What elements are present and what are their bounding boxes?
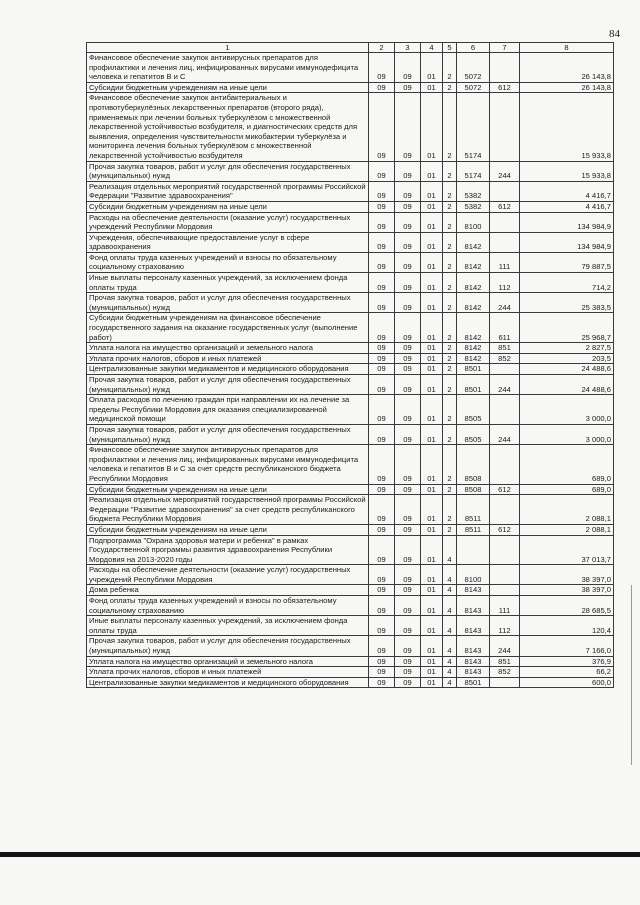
amount-cell: 38 397,0 [520, 565, 614, 585]
expense-type-cell: 244 [490, 636, 520, 656]
section-code-cell: 09 [369, 585, 395, 596]
page-number: 84 [609, 28, 620, 40]
expense-type-cell: 112 [490, 616, 520, 636]
program-code-cell: 01 [421, 181, 443, 201]
subprogram-code-cell: 2 [443, 212, 457, 232]
expense-name-cell: Фонд оплаты труда казенных учреждений и взносы по обязательному социальному страхованию [87, 252, 369, 272]
amount-cell: 689,0 [520, 484, 614, 495]
subprogram-code-cell: 2 [443, 364, 457, 375]
amount-cell: 3 000,0 [520, 395, 614, 425]
expense-name-cell: Прочая закупка товаров, работ и услуг для обеспечения государственных (муниципальных) нужд [87, 293, 369, 313]
expense-name-cell: Централизованные закупки медикаментов и медицинского оборудования [87, 677, 369, 688]
subprogram-code-cell: 4 [443, 656, 457, 667]
subsection-code-cell: 09 [395, 353, 421, 364]
section-code-cell: 09 [369, 524, 395, 535]
table-row [87, 667, 614, 678]
table-body [87, 53, 614, 688]
section-code-cell: 09 [369, 565, 395, 585]
expense-name-cell: Уплата налога на имущество организаций и земельного налога [87, 656, 369, 667]
column-number-row [87, 43, 614, 53]
expense-name-cell: Расходы на обеспечение деятельности (оказание услуг) государственных учреждений Республики Мордовия [87, 565, 369, 585]
subsection-code-cell: 09 [395, 232, 421, 252]
subsection-code-cell: 09 [395, 181, 421, 201]
expense-type-cell [490, 395, 520, 425]
program-code-cell: 01 [421, 636, 443, 656]
subsection-code-cell: 09 [395, 161, 421, 181]
expense-type-cell: 852 [490, 667, 520, 678]
subprogram-code-cell: 2 [443, 375, 457, 395]
table-row [87, 395, 614, 425]
expense-name-cell: Иные выплаты персоналу казенных учреждений, за исключением фонда оплаты труда [87, 616, 369, 636]
program-code-cell: 01 [421, 616, 443, 636]
section-code-cell: 09 [369, 252, 395, 272]
subsection-code-cell: 09 [395, 293, 421, 313]
section-code-cell: 09 [369, 656, 395, 667]
subprogram-code-cell: 2 [443, 273, 457, 293]
subsection-code-cell: 09 [395, 53, 421, 83]
expense-name-cell: Оплата расходов по лечению граждан при направлении их на лечение за пределы Республики Мордовия для оказания специализированной медицинской помощи [87, 395, 369, 425]
section-code-cell: 09 [369, 353, 395, 364]
expense-name-cell: Иные выплаты персоналу казенных учреждений, за исключением фонда оплаты труда [87, 273, 369, 293]
table-row [87, 201, 614, 212]
subsection-code-cell: 09 [395, 364, 421, 375]
subsection-code-cell: 09 [395, 636, 421, 656]
expense-type-cell [490, 212, 520, 232]
subprogram-code-cell: 2 [443, 495, 457, 525]
table-row [87, 677, 614, 688]
subprogram-code-cell: 2 [443, 484, 457, 495]
subprogram-code-cell: 2 [443, 343, 457, 354]
program-code-cell: 01 [421, 364, 443, 375]
program-code-cell: 01 [421, 343, 443, 354]
expense-name-cell: Финансовое обеспечение закупок антибактериальных и противотуберкулёзных лекарственных препаратов (второго ряда), применяемых при лечении больных туберкулёзом с множественной лекарственной устойчивостью возбудителя, и диагностических средств для выявления, определения чувствительности микобактерии туберкулёза и мониторинга лечения больных туберкулёзом с множественной лекарственной устойчивостью возбудителя [87, 93, 369, 161]
subsection-code-cell: 09 [395, 212, 421, 232]
subprogram-code-cell: 2 [443, 161, 457, 181]
column-header: 2 [369, 43, 395, 53]
table-row [87, 313, 614, 343]
amount-cell: 203,5 [520, 353, 614, 364]
subprogram-code-cell: 2 [443, 293, 457, 313]
section-code-cell: 09 [369, 364, 395, 375]
expense-type-cell [490, 495, 520, 525]
budget-table [86, 42, 614, 688]
expense-name-cell: Финансовое обеспечение закупок антивирусных препаратов для профилактики и лечения лиц, инфицированных вирусами иммунодефицита человека и гепатитов В и С за счет средств республиканского бюджета Республики Мордовия [87, 445, 369, 484]
expense-name-cell: Централизованные закупки медикаментов и медицинского оборудования [87, 364, 369, 375]
subsection-code-cell: 09 [395, 375, 421, 395]
amount-cell: 28 685,5 [520, 596, 614, 616]
section-code-cell: 09 [369, 201, 395, 212]
section-code-cell: 09 [369, 667, 395, 678]
table-row [87, 535, 614, 565]
item-code-cell: 8501 [457, 375, 490, 395]
section-code-cell: 09 [369, 484, 395, 495]
table-row [87, 565, 614, 585]
subsection-code-cell: 09 [395, 484, 421, 495]
subprogram-code-cell: 2 [443, 424, 457, 444]
subsection-code-cell: 09 [395, 82, 421, 93]
table-row [87, 93, 614, 161]
subprogram-code-cell: 4 [443, 585, 457, 596]
subsection-code-cell: 09 [395, 656, 421, 667]
program-code-cell: 01 [421, 424, 443, 444]
section-code-cell: 09 [369, 535, 395, 565]
program-code-cell: 01 [421, 677, 443, 688]
expense-type-cell [490, 535, 520, 565]
program-code-cell: 01 [421, 524, 443, 535]
column-header: 4 [421, 43, 443, 53]
subsection-code-cell: 09 [395, 565, 421, 585]
expense-name-cell: Прочая закупка товаров, работ и услуг для обеспечения государственных (муниципальных) нужд [87, 161, 369, 181]
subprogram-code-cell: 2 [443, 93, 457, 161]
expense-type-cell [490, 445, 520, 484]
program-code-cell: 01 [421, 201, 443, 212]
amount-cell: 714,2 [520, 273, 614, 293]
expense-name-cell: Субсидии бюджетным учреждениям на финансовое обеспечение государственного задания на оказание государственных услуг (выполнение работ) [87, 313, 369, 343]
section-code-cell: 09 [369, 293, 395, 313]
table-row [87, 424, 614, 444]
expense-name-cell: Расходы на обеспечение деятельности (оказание услуг) государственных учреждений Республики Мордовия [87, 212, 369, 232]
amount-cell: 2 088,1 [520, 524, 614, 535]
expense-type-cell: 852 [490, 353, 520, 364]
section-code-cell: 09 [369, 53, 395, 83]
table-row [87, 596, 614, 616]
item-code-cell: 8143 [457, 667, 490, 678]
table-row [87, 252, 614, 272]
amount-cell: 134 984,9 [520, 212, 614, 232]
table-row [87, 484, 614, 495]
item-code-cell: 8142 [457, 353, 490, 364]
program-code-cell: 01 [421, 93, 443, 161]
table-row [87, 82, 614, 93]
amount-cell: 15 933,8 [520, 93, 614, 161]
expense-type-cell [490, 364, 520, 375]
item-code-cell: 8100 [457, 212, 490, 232]
section-code-cell: 09 [369, 181, 395, 201]
section-code-cell: 09 [369, 395, 395, 425]
amount-cell: 66,2 [520, 667, 614, 678]
subprogram-code-cell: 4 [443, 616, 457, 636]
item-code-cell: 5382 [457, 181, 490, 201]
item-code-cell: 8142 [457, 252, 490, 272]
program-code-cell: 01 [421, 273, 443, 293]
expense-type-cell [490, 53, 520, 83]
table-row [87, 181, 614, 201]
item-code-cell: 8511 [457, 495, 490, 525]
table-row [87, 495, 614, 525]
column-header: 7 [490, 43, 520, 53]
subsection-code-cell: 09 [395, 201, 421, 212]
item-code-cell: 5072 [457, 53, 490, 83]
expense-type-cell: 851 [490, 656, 520, 667]
subprogram-code-cell: 2 [443, 353, 457, 364]
expense-type-cell [490, 232, 520, 252]
subsection-code-cell: 09 [395, 313, 421, 343]
expense-name-cell: Уплата налога на имущество организаций и земельного налога [87, 343, 369, 354]
section-code-cell: 09 [369, 343, 395, 354]
section-code-cell: 09 [369, 212, 395, 232]
amount-cell: 600,0 [520, 677, 614, 688]
item-code-cell: 8501 [457, 364, 490, 375]
scan-margin-mark [631, 585, 632, 765]
subprogram-code-cell: 2 [443, 395, 457, 425]
subsection-code-cell: 09 [395, 535, 421, 565]
amount-cell: 4 416,7 [520, 201, 614, 212]
program-code-cell: 01 [421, 252, 443, 272]
subprogram-code-cell: 4 [443, 667, 457, 678]
program-code-cell: 01 [421, 565, 443, 585]
page-bottom-rule [0, 852, 640, 857]
expense-type-cell: 244 [490, 293, 520, 313]
amount-cell: 4 416,7 [520, 181, 614, 201]
table-row [87, 524, 614, 535]
item-code-cell: 5174 [457, 93, 490, 161]
table-row [87, 445, 614, 484]
subsection-code-cell: 09 [395, 667, 421, 678]
table-row [87, 636, 614, 656]
section-code-cell: 09 [369, 93, 395, 161]
subsection-code-cell: 09 [395, 677, 421, 688]
amount-cell: 24 488,6 [520, 375, 614, 395]
item-code-cell: 8142 [457, 313, 490, 343]
section-code-cell: 09 [369, 445, 395, 484]
section-code-cell: 09 [369, 596, 395, 616]
table-row [87, 364, 614, 375]
expense-name-cell: Уплата прочих налогов, сборов и иных платежей [87, 353, 369, 364]
amount-cell: 26 143,8 [520, 82, 614, 93]
table-row [87, 353, 614, 364]
item-code-cell: 8142 [457, 232, 490, 252]
program-code-cell: 01 [421, 495, 443, 525]
subsection-code-cell: 09 [395, 93, 421, 161]
subprogram-code-cell: 4 [443, 596, 457, 616]
table-row [87, 161, 614, 181]
amount-cell: 120,4 [520, 616, 614, 636]
subprogram-code-cell: 2 [443, 201, 457, 212]
subsection-code-cell: 09 [395, 445, 421, 484]
program-code-cell: 01 [421, 212, 443, 232]
item-code-cell: 8143 [457, 596, 490, 616]
item-code-cell: 8143 [457, 636, 490, 656]
program-code-cell: 01 [421, 161, 443, 181]
item-code-cell: 8508 [457, 445, 490, 484]
program-code-cell: 01 [421, 596, 443, 616]
table-row [87, 375, 614, 395]
amount-cell: 37 013,7 [520, 535, 614, 565]
subprogram-code-cell: 2 [443, 181, 457, 201]
section-code-cell: 09 [369, 273, 395, 293]
expense-type-cell: 612 [490, 82, 520, 93]
program-code-cell: 01 [421, 293, 443, 313]
subprogram-code-cell: 2 [443, 313, 457, 343]
subprogram-code-cell: 2 [443, 232, 457, 252]
subprogram-code-cell: 4 [443, 535, 457, 565]
amount-cell: 3 000,0 [520, 424, 614, 444]
section-code-cell: 09 [369, 313, 395, 343]
expense-type-cell: 612 [490, 524, 520, 535]
item-code-cell: 8505 [457, 395, 490, 425]
table-row [87, 343, 614, 354]
item-code-cell [457, 535, 490, 565]
subsection-code-cell: 09 [395, 424, 421, 444]
subsection-code-cell: 09 [395, 395, 421, 425]
item-code-cell: 8142 [457, 343, 490, 354]
program-code-cell: 01 [421, 232, 443, 252]
expense-type-cell [490, 565, 520, 585]
subsection-code-cell: 09 [395, 343, 421, 354]
subprogram-code-cell: 4 [443, 677, 457, 688]
item-code-cell: 8501 [457, 677, 490, 688]
subprogram-code-cell: 2 [443, 252, 457, 272]
program-code-cell: 01 [421, 82, 443, 93]
item-code-cell: 5174 [457, 161, 490, 181]
expense-name-cell: Субсидии бюджетным учреждениям на иные цели [87, 524, 369, 535]
subsection-code-cell: 09 [395, 273, 421, 293]
item-code-cell: 5382 [457, 201, 490, 212]
subsection-code-cell: 09 [395, 585, 421, 596]
expense-type-cell: 244 [490, 424, 520, 444]
expense-type-cell: 111 [490, 252, 520, 272]
program-code-cell: 01 [421, 53, 443, 83]
table-row [87, 273, 614, 293]
amount-cell: 24 488,6 [520, 364, 614, 375]
program-code-cell: 01 [421, 484, 443, 495]
amount-cell: 79 887,5 [520, 252, 614, 272]
subprogram-code-cell: 4 [443, 636, 457, 656]
expense-name-cell: Прочая закупка товаров, работ и услуг для обеспечения государственных (муниципальных) нужд [87, 636, 369, 656]
amount-cell: 25 968,7 [520, 313, 614, 343]
expense-name-cell: Реализация отдельных мероприятий государственной программы Российской Федерации "Развитие здравоохранения" за счет средств республиканского бюджета Республики Мордовия [87, 495, 369, 525]
program-code-cell: 01 [421, 656, 443, 667]
section-code-cell: 09 [369, 375, 395, 395]
table-row [87, 232, 614, 252]
program-code-cell: 01 [421, 585, 443, 596]
expense-name-cell: Прочая закупка товаров, работ и услуг для обеспечения государственных (муниципальных) нужд [87, 375, 369, 395]
amount-cell: 15 933,8 [520, 161, 614, 181]
item-code-cell: 8143 [457, 616, 490, 636]
expense-type-cell: 612 [490, 201, 520, 212]
table-row [87, 53, 614, 83]
section-code-cell: 09 [369, 424, 395, 444]
amount-cell: 38 397,0 [520, 585, 614, 596]
item-code-cell: 8505 [457, 424, 490, 444]
expense-type-cell: 851 [490, 343, 520, 354]
subprogram-code-cell: 4 [443, 565, 457, 585]
item-code-cell: 5072 [457, 82, 490, 93]
program-code-cell: 01 [421, 395, 443, 425]
program-code-cell: 01 [421, 375, 443, 395]
expense-name-cell: Уплата прочих налогов, сборов и иных платежей [87, 667, 369, 678]
subprogram-code-cell: 2 [443, 53, 457, 83]
expense-name-cell: Дома ребенка [87, 585, 369, 596]
table-row [87, 212, 614, 232]
section-code-cell: 09 [369, 677, 395, 688]
amount-cell: 376,9 [520, 656, 614, 667]
expense-type-cell [490, 93, 520, 161]
column-header: 8 [520, 43, 614, 53]
section-code-cell: 09 [369, 232, 395, 252]
subsection-code-cell: 09 [395, 616, 421, 636]
item-code-cell: 8142 [457, 293, 490, 313]
item-code-cell: 8143 [457, 656, 490, 667]
table-row [87, 585, 614, 596]
subprogram-code-cell: 2 [443, 82, 457, 93]
subsection-code-cell: 09 [395, 524, 421, 535]
table-row [87, 656, 614, 667]
program-code-cell: 01 [421, 313, 443, 343]
section-code-cell: 09 [369, 82, 395, 93]
subprogram-code-cell: 2 [443, 445, 457, 484]
column-header: 3 [395, 43, 421, 53]
amount-cell: 26 143,8 [520, 53, 614, 83]
amount-cell: 689,0 [520, 445, 614, 484]
expense-type-cell: 611 [490, 313, 520, 343]
expense-type-cell [490, 181, 520, 201]
subprogram-code-cell: 2 [443, 524, 457, 535]
section-code-cell: 09 [369, 161, 395, 181]
expense-name-cell: Субсидии бюджетным учреждениям на иные цели [87, 201, 369, 212]
section-code-cell: 09 [369, 636, 395, 656]
expense-name-cell: Субсидии бюджетным учреждениям на иные цели [87, 484, 369, 495]
table-row [87, 616, 614, 636]
program-code-cell: 01 [421, 667, 443, 678]
item-code-cell: 8511 [457, 524, 490, 535]
expense-type-cell [490, 585, 520, 596]
program-code-cell: 01 [421, 445, 443, 484]
subsection-code-cell: 09 [395, 495, 421, 525]
expense-type-cell: 111 [490, 596, 520, 616]
expense-name-cell: Фонд оплаты труда казенных учреждений и взносы по обязательному социальному страхованию [87, 596, 369, 616]
expense-type-cell: 244 [490, 161, 520, 181]
column-header: 1 [87, 43, 369, 53]
program-code-cell: 01 [421, 535, 443, 565]
item-code-cell: 8143 [457, 585, 490, 596]
column-header: 5 [443, 43, 457, 53]
amount-cell: 7 166,0 [520, 636, 614, 656]
expense-type-cell: 244 [490, 375, 520, 395]
section-code-cell: 09 [369, 616, 395, 636]
expense-name-cell: Финансовое обеспечение закупок антивирусных препаратов для профилактики и лечения лиц, инфицированных вирусами иммунодефицита человека и гепатитов В и С [87, 53, 369, 83]
amount-cell: 134 984,9 [520, 232, 614, 252]
subsection-code-cell: 09 [395, 252, 421, 272]
expense-type-cell [490, 677, 520, 688]
column-header: 6 [457, 43, 490, 53]
subsection-code-cell: 09 [395, 596, 421, 616]
expense-type-cell: 612 [490, 484, 520, 495]
expense-name-cell: Подпрограмма "Охрана здоровья матери и ребенка" в рамках Государственной программы развития здравоохранения Республики Мордовия на 2013-2020 годы [87, 535, 369, 565]
item-code-cell: 8142 [457, 273, 490, 293]
amount-cell: 2 088,1 [520, 495, 614, 525]
expense-name-cell: Учреждения, обеспечивающие предоставление услуг в сфере здравоохранения [87, 232, 369, 252]
table-row [87, 293, 614, 313]
amount-cell: 2 827,5 [520, 343, 614, 354]
expense-name-cell: Субсидии бюджетным учреждениям на иные цели [87, 82, 369, 93]
amount-cell: 25 383,5 [520, 293, 614, 313]
expense-type-cell: 112 [490, 273, 520, 293]
item-code-cell: 8508 [457, 484, 490, 495]
item-code-cell: 8100 [457, 565, 490, 585]
program-code-cell: 01 [421, 353, 443, 364]
section-code-cell: 09 [369, 495, 395, 525]
expense-name-cell: Реализация отдельных мероприятий государственной программы Российской Федерации "Развитие здравоохранения" [87, 181, 369, 201]
expense-name-cell: Прочая закупка товаров, работ и услуг для обеспечения государственных (муниципальных) нужд [87, 424, 369, 444]
